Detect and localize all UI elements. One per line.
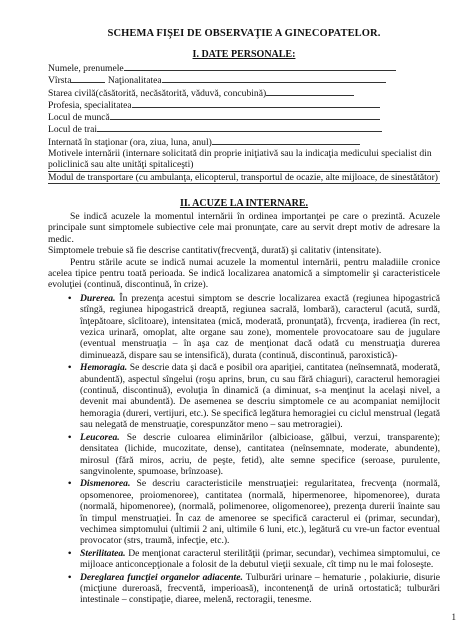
field-workplace-label: Locul de muncă	[48, 112, 110, 124]
bullet-icon: •	[68, 571, 72, 583]
list-item-adjacent-organs	[68, 572, 440, 606]
list-item-term: Durerea.	[80, 292, 116, 304]
field-workplace	[48, 111, 440, 123]
list-item-text: Tulburări urinare – hematurie , polakiurie, disurie (micţiune dureroasă, frecventă, imperioasă), incontenenţă de urină ortostatică; tulburări intestinale – constipaţie, diaree, melenă, rectoragii, tenesme.	[80, 571, 440, 606]
list-item-text: De menţionat caracterul sterilităţii (primar, secundar), vechimea simptomului, ce mijloace anticoncepţionale a folosit de la debutul vieţii sexuale, cît timp nu le mai foloseşte.	[80, 547, 440, 571]
list-item-pain	[68, 293, 440, 361]
field-age-label: Vîrsta	[48, 75, 72, 87]
list-item-term: Dereglarea funcţiei organelor adiacente.	[80, 571, 243, 583]
bullet-icon: •	[68, 362, 72, 374]
field-admission	[48, 136, 440, 148]
field-profession-label: Profesia, specialitatea	[48, 99, 132, 111]
bullet-icon: •	[68, 547, 72, 559]
field-civil-status	[48, 87, 440, 99]
field-name-blank[interactable]	[124, 62, 396, 71]
list-item-text: Se descrie data şi dacă e posibil ora apariţiei, cantitatea (neînsemnată, moderată, abundentă), aspectul sîngelui (roşu aprins, brun, cu sau fără chiaguri), caracterul hemoragiei (continuă, discontinuă), evoluţia în dinamică (a diminuat, s-a menţinut la acelaşi nivel, a devenit mai abundentă). De asemenea se descriu simptomele ce au acompaniat nemijlocit hemoragia (dureri, vertijuri, etc.). Se specifică legătura hemoragiei cu ciclul menstrual (legată sau nelegată de menstruaţie, corespunzător meno – sau metroragiei).	[80, 362, 440, 431]
field-civil-label: Starea civilă(căsătorită, necăsătorită, văduvă, concubină)	[48, 87, 267, 99]
bullet-icon: •	[68, 431, 72, 443]
field-residence-label: Locul de trai	[48, 124, 98, 136]
intro-paragraph-2: Simptomele trebuie să fie descrise cantitativ(frecvenţă, durată) şi calitativ (intensitate).	[48, 245, 382, 257]
page-number: 1	[451, 612, 456, 622]
field-civil-blank[interactable]	[266, 87, 354, 96]
field-admission-blank[interactable]	[212, 136, 360, 145]
list-item-text: Se descriu caracteristicile menstruaţiei: regularitatea, frecvenţa (normală, opsomenoree, proiomenoree), cantitatea (normală, hipermenoree, hipomenoree), durata (normală, hipomenoree), (normală, polimenoree, oligomenoree), prezenţa durerii înainte sau în timpul menstruaţiei. În caz de amenoree se specifică caracterul ei (primar, secundar), vechimea simptomului (ultimii 2 ani, ultimile 6 luni, etc.), legătură cu vre-un factor eventual provocator (strs, traumă, infecţie, etc.).	[80, 478, 440, 547]
field-transport	[48, 172, 440, 184]
field-profession	[48, 99, 440, 111]
list-item-sterility	[68, 548, 440, 571]
field-nationality-blank[interactable]	[162, 74, 386, 83]
field-residence	[48, 123, 440, 135]
field-residence-blank[interactable]	[97, 123, 382, 132]
field-age-blank[interactable]	[71, 74, 105, 83]
list-item-term: Sterilitatea.	[80, 547, 126, 559]
section-heading-personal-data: I. DATE PERSONALE:	[192, 49, 296, 60]
list-item-text: Se descrie culoarea eliminărilor (albicioase, gălbui, verzui, transparente); densitatea (lichide, mucozitate, dense), cantitatea (neînsemnate, moderate, abundente), mirosul (fără miros, acriu, de peşte, fetid), alte semne specifice (seroase, purulente, sangvinolente, spumoase, brînzoase).	[80, 431, 440, 477]
intro-paragraph-1: Se indică acuzele la momentul internării în ordinea importanţei pe care o prezintă. Acuzele principale sunt simptomele subiective cele mai pronunţate, care au servit drept motiv de adresare la medic.	[48, 210, 440, 245]
intro-paragraph-3: Pentru stările acute se indică numai acuzele la momentul internării, pentru maladiile cronice acelea tipice pentru toată perioada. Se indică localizarea anatomică a simptomelir şi caracteristicele evoluţiei (continuă, discontinuă, în crize).	[48, 256, 440, 291]
bullet-icon: •	[68, 478, 72, 490]
field-transport-label: Modul de transportare (cu ambulanţa, elicopterul, transportul de ocazie, alte mijloace, de sinestătător)	[48, 171, 438, 183]
field-profession-blank[interactable]	[132, 99, 380, 108]
field-workplace-blank[interactable]	[110, 111, 380, 120]
document-title: SCHEMA FIŞEI DE OBSERVAŢIE A GINECOPATELOR.	[107, 28, 381, 39]
field-nationality-label: Naţionalitatea	[107, 75, 162, 87]
list-item-dysmenorrhea	[68, 478, 440, 546]
field-name-label: Numele, prenumele	[48, 63, 124, 74]
field-motives	[48, 148, 440, 172]
field-name	[48, 62, 440, 74]
list-item-text: În prezenţa acestui simptom se descrie localizarea exactă (regiunea hipogastrică stîngă, regiunea hipogastrică dreaptă, regiunea sacrală, lombară), caracterul (acută, surdă, înţepătoare, sîcîitoare), intensitatea (mică, moderată, pronunţată), frcvenţa, iradierea (în rect, vezica urinară, omoplat, alte organe sau zone), momentele provocatoare sau de jugulare (eventual menstruaţia – în aşa caz de menţionat dacă odată cu menstruaţia durerea diminuează, dispare sau se intensifică), durata (continuă, discontinuă, paroxistică)-	[80, 292, 440, 361]
bullet-icon: •	[68, 292, 72, 304]
list-item-term: Leucorea.	[80, 431, 120, 443]
field-admission-label: Internată în staţionar (ora, ziua, luna, anul)	[48, 136, 212, 148]
list-item-leucorrhea	[68, 432, 440, 478]
section-heading-complaints: II. ACUZE LA INTERNARE.	[179, 197, 309, 209]
list-item-hemorrhage	[68, 362, 440, 430]
personal-data-fields	[48, 62, 440, 184]
complaints-list	[48, 293, 440, 606]
list-item-term: Dismenorea.	[80, 478, 131, 490]
field-age-nationality	[48, 74, 440, 86]
list-item-term: Hemoragia.	[80, 362, 128, 374]
field-motives-label: Motivele internării (internare solicitată din proprie iniţiativă sau la indicaţia medicului specialist din policlinică sau alte unităţi spitaliceşti)	[48, 148, 432, 171]
